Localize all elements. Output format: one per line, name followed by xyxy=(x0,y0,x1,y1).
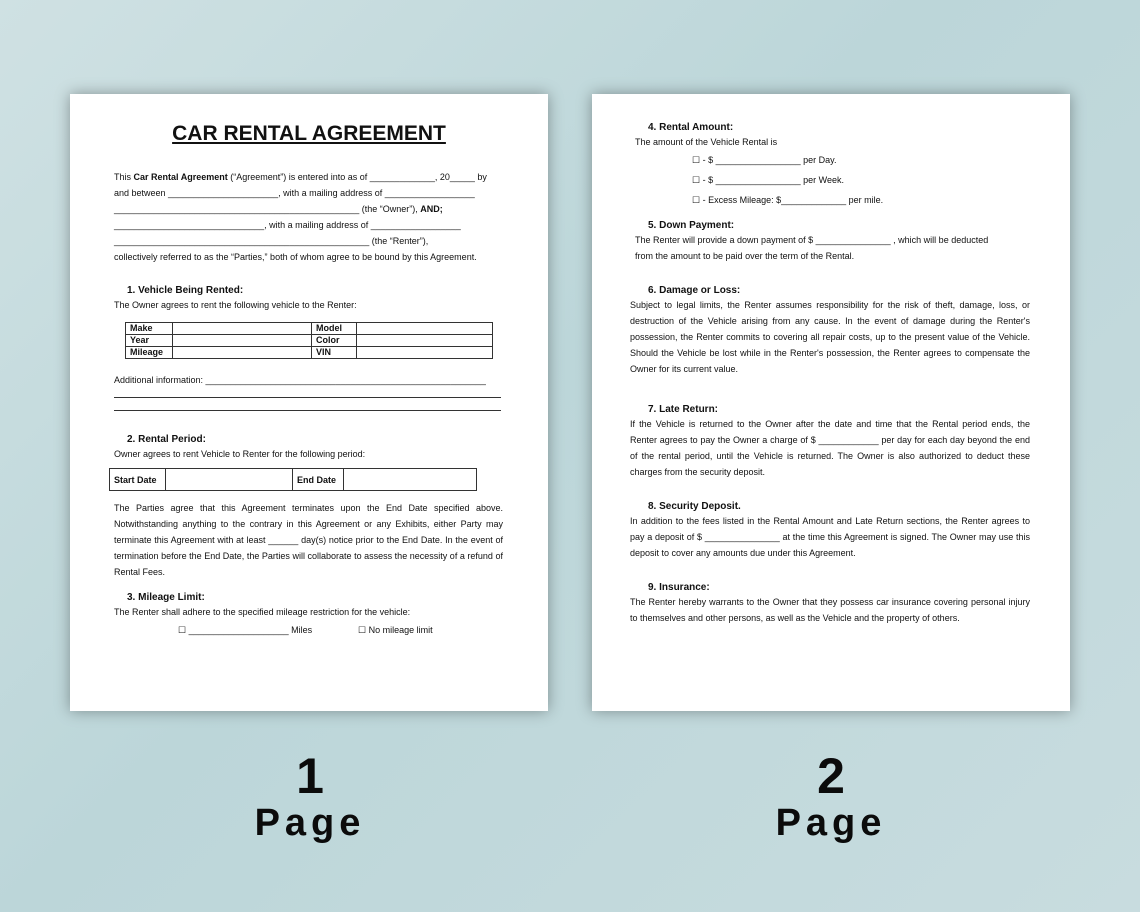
section-8-heading: 8. Security Deposit. xyxy=(648,501,741,512)
start-date-field[interactable] xyxy=(166,469,293,491)
per-week-checkbox[interactable]: ☐ - $ _________________ per Week. xyxy=(692,175,845,185)
end-date-field[interactable] xyxy=(344,469,477,491)
intro-line-1: This Car Rental Agreement (“Agreement”) is entered into as of _____________, 20_____ by xyxy=(114,172,487,182)
vehicle-field-label: Mileage xyxy=(126,347,173,359)
additional-information: Additional information: ________________________________________________________ xyxy=(114,375,486,385)
vehicle-table-row xyxy=(126,323,493,335)
vehicle-field-label: Year xyxy=(126,335,173,347)
section-8-paragraph: In addition to the fees listed in the Rental Amount and Late Return sections, the Renter agrees to pay a deposit of $ _______________ at the time this Agreement is signed. The Owner may use this deposit to cover any amounts due under this Agreement. xyxy=(630,516,1030,558)
page-2-number: 2 xyxy=(817,748,845,804)
section-4-heading: 4. Rental Amount: xyxy=(648,122,734,133)
rental-period-table xyxy=(109,468,477,491)
vehicle-field-value[interactable] xyxy=(357,335,493,347)
section-2-paragraph: The Parties agree that this Agreement terminates upon the End Date specified above. Notwithstanding anything to the contrary in this Agreement or any Exhibits, either Party may terminate this Agreement with at least ______ day(s) notice prior to the End Date. In the event of termination before the End Date, the Parties will collaborate to assess the necessity of a refund of Rental Fees. xyxy=(114,503,503,577)
section-6-heading: 6. Damage or Loss: xyxy=(648,285,741,296)
vehicle-field-value[interactable] xyxy=(357,347,493,359)
vehicle-field-value[interactable] xyxy=(173,347,312,359)
miles-option-checkbox[interactable]: ☐ ____________________ Miles xyxy=(178,625,313,635)
section-2-text: Owner agrees to rent Vehicle to Renter for the following period: xyxy=(114,449,366,459)
section-5-line-1: The Renter will provide a down payment of $ _______________ , which will be deducted xyxy=(635,235,989,245)
vehicle-table-row xyxy=(126,347,493,359)
section-7-paragraph: If the Vehicle is returned to the Owner after the date and time that the Rental period ends, the Renter agrees to pay the Owner a charge of $ ____________ per day for each day beyond the end of the rental period, until the Vehicle is returned. The Owner is also authorized to deduct these charges from the security deposit. xyxy=(630,419,1030,477)
intro-line-6: collectively referred to as the “Parties,” both of whom agree to be bound by this Agreement. xyxy=(114,252,477,262)
section-6-paragraph: Subject to legal limits, the Renter assumes responsibility for the risk of theft, damage, loss, or destruction of the Vehicle arising from any cause. In the event of damage during the Renter's possession, the Renter commits to covering all repair costs, up to the present value of the Vehicle. Should the Vehicle be lost while in the Renter's possession, the Renter agrees to compensate the Owner for its current value. xyxy=(630,300,1030,374)
vehicle-field-label: Model xyxy=(312,323,357,335)
document-title: CAR RENTAL AGREEMENT xyxy=(172,122,446,145)
vehicle-field-label: VIN xyxy=(312,347,357,359)
section-1-heading: 1. Vehicle Being Rented: xyxy=(127,285,244,296)
section-9-paragraph: The Renter hereby warrants to the Owner that they possess car insurance covering personal injury to themselves and other persons, as well as the Vehicle and the property of others. xyxy=(630,597,1030,623)
intro-line-4: ______________________________, with a mailing address of __________________ xyxy=(114,220,461,230)
section-5-line-2: from the amount to be paid over the term of the Rental. xyxy=(635,251,855,261)
section-5-heading: 5. Down Payment: xyxy=(648,220,735,231)
document-page-1 xyxy=(70,94,548,711)
section-1-text: The Owner agrees to rent the following vehicle to the Renter: xyxy=(114,300,357,310)
page-2-label: Page xyxy=(775,802,887,844)
vehicle-table xyxy=(125,322,493,359)
section-3-text: The Renter shall adhere to the specified mileage restriction for the vehicle: xyxy=(114,607,411,617)
blank-line xyxy=(114,410,501,411)
vehicle-table-row xyxy=(126,335,493,347)
vehicle-field-value[interactable] xyxy=(173,335,312,347)
rental-period-row xyxy=(110,469,477,491)
page-2-caption xyxy=(731,750,931,844)
end-date-label: End Date xyxy=(293,469,344,491)
page-1-caption xyxy=(210,750,410,844)
section-7-heading: 7. Late Return: xyxy=(648,404,719,415)
section-4-text: The amount of the Vehicle Rental is xyxy=(635,137,778,147)
section-3-heading: 3. Mileage Limit: xyxy=(127,592,205,603)
vehicle-field-value[interactable] xyxy=(357,323,493,335)
page-1-number: 1 xyxy=(296,748,324,804)
excess-mileage-checkbox[interactable]: ☐ - Excess Mileage: $_____________ per mile. xyxy=(692,195,884,205)
section-2-heading: 2. Rental Period: xyxy=(127,434,206,445)
no-mileage-limit-checkbox[interactable]: ☐ No mileage limit xyxy=(358,625,433,635)
start-date-label: Start Date xyxy=(110,469,166,491)
intro-line-3: _________________________________________________ (the “Owner”), AND; xyxy=(114,204,443,214)
per-day-checkbox[interactable]: ☐ - $ _________________ per Day. xyxy=(692,155,837,165)
vehicle-field-label: Make xyxy=(126,323,173,335)
vehicle-field-value[interactable] xyxy=(173,323,312,335)
section-9-heading: 9. Insurance: xyxy=(648,582,710,593)
page-1-label: Page xyxy=(254,802,366,844)
intro-line-5: ___________________________________________________ (the “Renter”), xyxy=(114,236,429,246)
vehicle-field-label: Color xyxy=(312,335,357,347)
intro-line-2: and between ______________________, with a mailing address of __________________ xyxy=(114,188,475,198)
document-page-2 xyxy=(592,94,1070,711)
blank-line xyxy=(114,397,501,398)
